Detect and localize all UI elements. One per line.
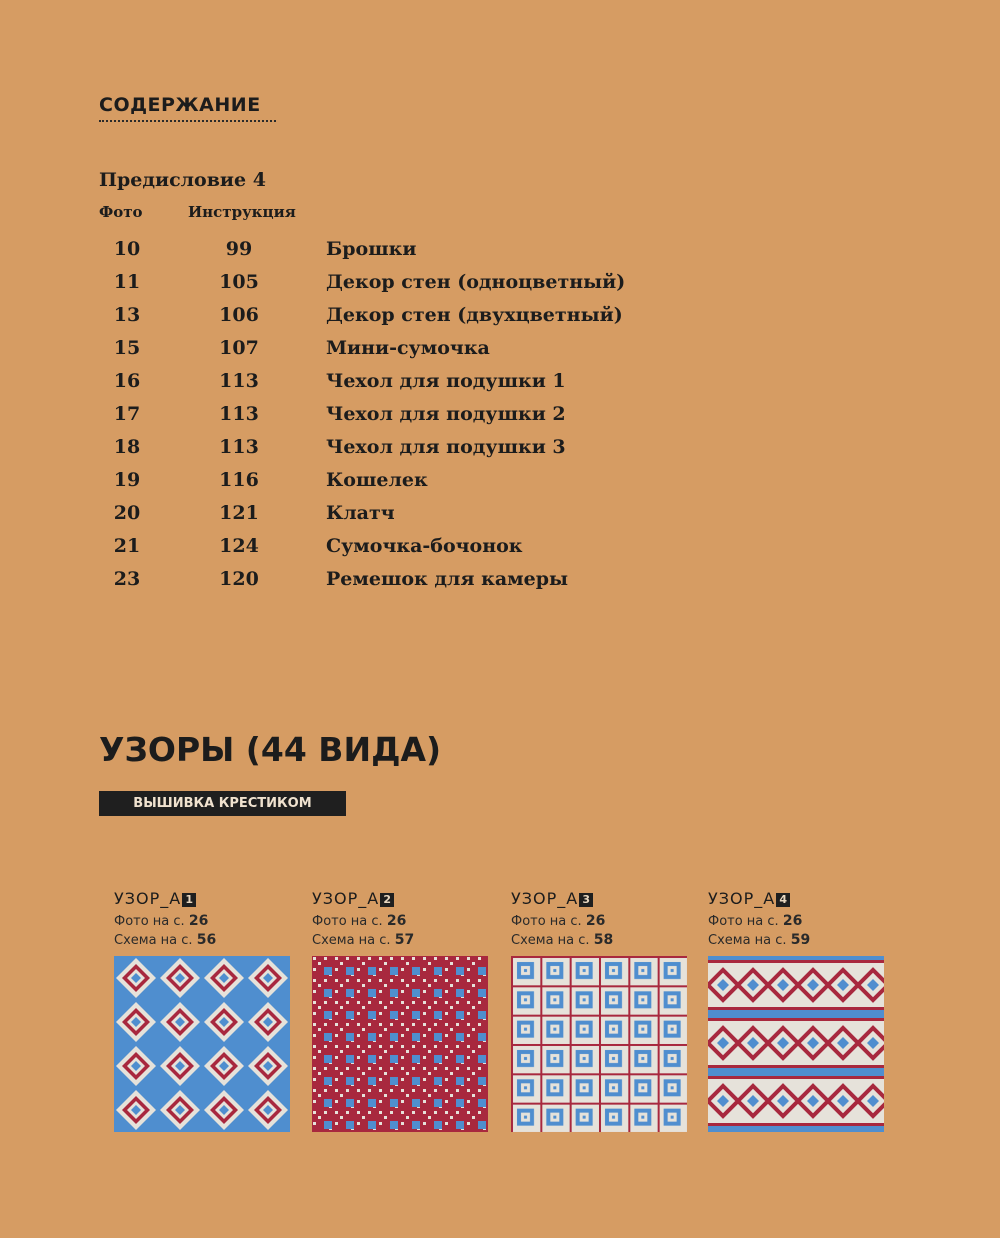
- toc-row[interactable]: 13 106 Декор стен (двухцветный): [113, 304, 623, 326]
- toc-row[interactable]: 11 105 Декор стен (одноцветный): [113, 271, 626, 293]
- pattern-name: УЗОР_А 1: [114, 889, 290, 913]
- toc-row[interactable]: 15 107 Мини-сумочка: [113, 337, 490, 359]
- pattern-swatch-image: [312, 956, 488, 1132]
- toc-row[interactable]: 17 113 Чехол для подушки 2: [113, 403, 566, 425]
- pattern-card[interactable]: [312, 889, 488, 1132]
- pattern-name: УЗОР_А 2: [312, 889, 488, 913]
- toc-row[interactable]: 10 99 Брошки: [113, 238, 417, 260]
- page-title: СОДЕРЖАНИЕ: [99, 94, 261, 116]
- pattern-photo-page: Фото на с. 26: [708, 913, 803, 929]
- toc-row[interactable]: 23 120 Ремешок для камеры: [113, 568, 569, 590]
- toc-row[interactable]: 18 113 Чехол для подушки 3: [113, 436, 566, 458]
- toc-row[interactable]: 21 124 Сумочка-бочонок: [113, 535, 523, 557]
- pattern-swatch-image: [114, 956, 290, 1132]
- pattern-scheme-page: Схема на с. 57: [312, 932, 415, 948]
- pattern-name: УЗОР_А 4: [708, 889, 884, 913]
- pattern-name: УЗОР_А 3: [511, 889, 687, 913]
- pattern-number: 1: [182, 893, 196, 907]
- toc-row[interactable]: 19 116 Кошелек: [113, 469, 428, 491]
- column-header-photo: Фото: [99, 203, 143, 221]
- pattern-number: 2: [380, 893, 394, 907]
- pattern-scheme-page: Схема на с. 56: [114, 932, 217, 948]
- pattern-number: 3: [579, 893, 593, 907]
- pattern-photo-page: Фото на с. 26: [511, 913, 606, 929]
- section-title: УЗОРЫ (44 ВИДА): [99, 730, 442, 769]
- pattern-photo-page: Фото на с. 26: [312, 913, 407, 929]
- pattern-number: 4: [776, 893, 790, 907]
- pattern-card[interactable]: [511, 889, 687, 1132]
- pattern-photo-page: Фото на с. 26: [114, 913, 209, 929]
- title-underline: [99, 120, 276, 122]
- pattern-scheme-page: Схема на с. 59: [708, 932, 811, 948]
- preface-entry[interactable]: Предисловие 4: [99, 169, 266, 191]
- pattern-swatch-image: [511, 956, 687, 1132]
- pattern-swatch-image: [708, 956, 884, 1132]
- pattern-card[interactable]: [114, 889, 290, 1132]
- toc-row[interactable]: 16 113 Чехол для подушки 1: [113, 370, 566, 392]
- section-badge: ВЫШИВКА КРЕСТИКОМ: [99, 791, 346, 816]
- column-header-instruction: Инструкция: [188, 203, 296, 221]
- toc-row[interactable]: 20 121 Клатч: [113, 502, 395, 524]
- pattern-scheme-page: Схема на с. 58: [511, 932, 614, 948]
- pattern-card[interactable]: [708, 889, 884, 1132]
- toc-list: [0, 234, 700, 597]
